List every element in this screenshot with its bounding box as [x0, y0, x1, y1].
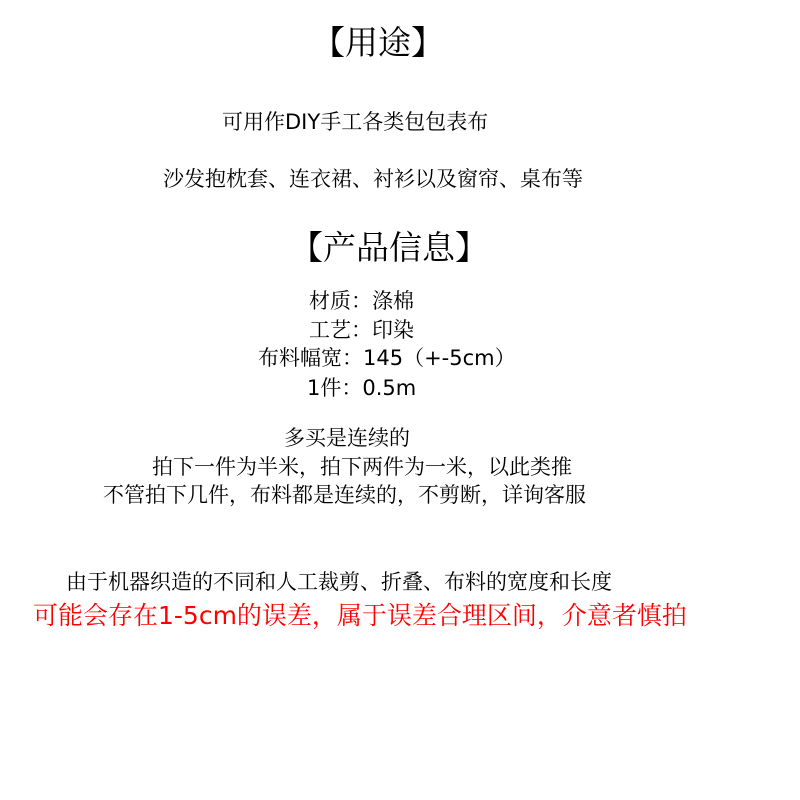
craft-line: 工艺：印染	[309, 318, 414, 342]
continuity-line-2: 拍下一件为半米，拍下两件为一米，以此类推	[152, 455, 572, 479]
notice-warning-line: 可能会存在1-5cm的误差，属于误差合理区间，介意者慎拍	[33, 601, 687, 630]
product-info-heading: 【产品信息】	[290, 228, 488, 267]
usage-heading: 【用途】	[312, 23, 444, 62]
continuity-line-1: 多买是连续的	[284, 426, 410, 450]
material-line: 材质：涤棉	[309, 289, 414, 313]
usage-line-diy: 可用作DIY手工各类包包表布	[222, 110, 489, 134]
continuity-line-3: 不管拍下几件，布料都是连续的，不剪断，详询客服	[103, 483, 586, 507]
per-piece-line: 1件：0.5m	[307, 376, 417, 400]
notice-line-1: 由于机器织造的不同和人工裁剪、折叠、布料的宽度和长度	[66, 570, 612, 594]
usage-line-home: 沙发抱枕套、连衣裙、衬衫以及窗帘、桌布等	[163, 167, 583, 191]
fabric-width-line: 布料幅宽：145（+-5cm）	[258, 346, 516, 370]
